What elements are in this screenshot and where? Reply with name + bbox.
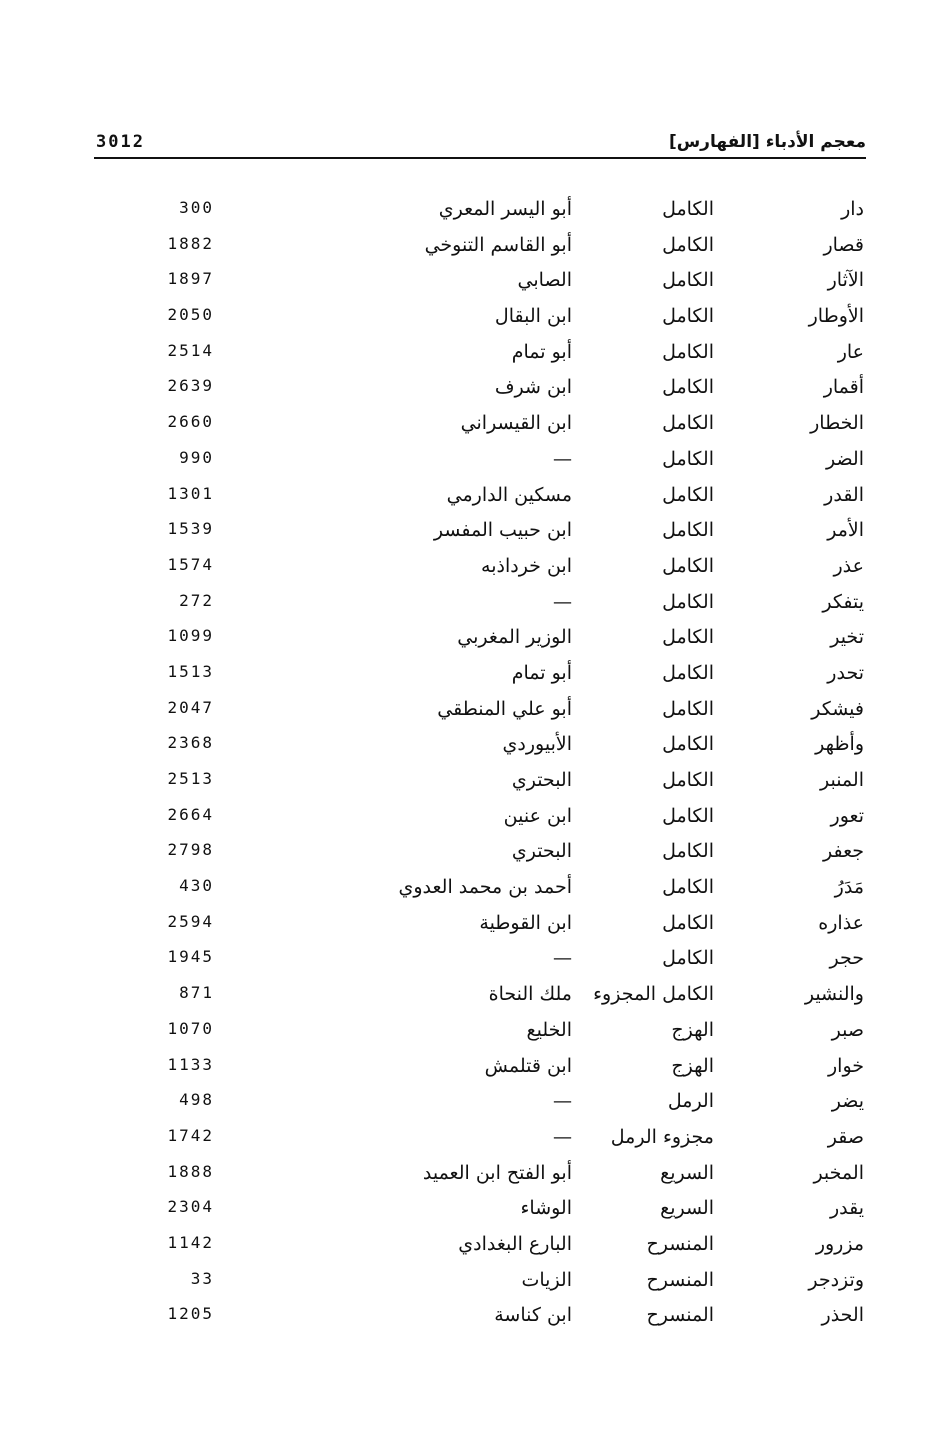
header-rule	[94, 157, 866, 159]
meter-cell: الكامل	[662, 733, 714, 756]
meter-cell: الكامل	[662, 876, 714, 899]
poet-cell: الوزير المغربي	[457, 626, 572, 649]
meter-cell: الكامل	[662, 519, 714, 542]
page-cell: 1099	[167, 626, 214, 646]
table-row	[0, 265, 932, 301]
rhyme-cell: الأمر	[827, 519, 864, 542]
meter-cell: الكامل	[662, 947, 714, 970]
table-row	[0, 836, 932, 872]
poet-cell: البارع البغدادي	[458, 1232, 572, 1255]
poet-cell: مسكين الدارمي	[446, 483, 572, 506]
rhyme-cell: الأوطار	[808, 305, 864, 328]
table-row	[0, 444, 932, 480]
poet-cell: الصابي	[517, 269, 572, 292]
meter-cell: الكامل	[662, 412, 714, 435]
index-table	[0, 194, 932, 1336]
page-cell: 1945	[167, 947, 214, 967]
table-row	[0, 480, 932, 516]
table-row	[0, 551, 932, 587]
poet-cell: ابن كناسة	[494, 1304, 572, 1327]
running-header	[96, 132, 866, 160]
meter-cell: الكامل	[662, 269, 714, 292]
rhyme-cell: المنبر	[819, 769, 864, 791]
page-cell: 300	[179, 198, 214, 217]
poet-cell: البحتري	[511, 769, 572, 791]
page-cell: 1888	[167, 1161, 214, 1181]
meter-cell: الكامل	[662, 626, 714, 649]
meter-cell: الكامل	[662, 661, 714, 684]
page-cell: 1205	[167, 1304, 214, 1324]
page-cell: 2514	[167, 340, 214, 360]
page-cell: 2368	[167, 733, 214, 753]
table-row	[0, 515, 932, 551]
table-row	[0, 1015, 932, 1051]
rhyme-cell: تعور	[830, 804, 864, 827]
meter-cell: الكامل	[662, 590, 714, 613]
table-row	[0, 372, 932, 408]
rhyme-cell: حجر	[829, 947, 864, 970]
table-row	[0, 943, 932, 979]
table-row	[0, 1229, 932, 1265]
page-cell: 2304	[167, 1197, 214, 1217]
meter-cell: الكامل	[662, 233, 714, 256]
poet-cell: البحتري	[511, 840, 572, 863]
page-cell: 2798	[167, 840, 214, 860]
page-cell: 2639	[167, 376, 214, 396]
poet-cell: ابن حبيب المفسر	[433, 519, 572, 542]
rhyme-cell: خوار	[827, 1054, 864, 1077]
page-cell: 2050	[167, 305, 214, 325]
rhyme-cell: مزرور	[815, 1232, 864, 1255]
meter-cell: الكامل	[662, 769, 714, 791]
rhyme-cell: تحدر	[827, 661, 864, 684]
rhyme-cell: والنشير	[804, 983, 864, 1006]
meter-cell: مجزوء الرمل	[610, 1125, 714, 1148]
page-cell: 2594	[167, 911, 214, 931]
table-row	[0, 765, 932, 801]
rhyme-cell: المخبر	[813, 1161, 864, 1184]
page-number: 3012	[96, 132, 145, 152]
meter-cell: الهزج	[671, 1054, 714, 1077]
table-row	[0, 301, 932, 337]
rhyme-cell: فيشكر	[811, 697, 864, 720]
page-cell: 1133	[167, 1054, 214, 1074]
page-cell: 1513	[167, 661, 214, 681]
poet-cell: أبو اليسر المعري	[438, 198, 572, 220]
poet-cell: ملك النحاة	[488, 983, 572, 1006]
table-row	[0, 1158, 932, 1194]
poet-cell: ابن خرداذبه	[481, 554, 572, 577]
rhyme-cell: القدر	[824, 483, 864, 506]
page-cell: 2664	[167, 804, 214, 824]
meter-cell: المنسرح	[646, 1232, 714, 1255]
poet-cell: أبو علي المنطقي	[437, 697, 572, 720]
rhyme-cell: وتزدجر	[808, 1268, 864, 1291]
table-row	[0, 694, 932, 730]
meter-cell: المنسرح	[646, 1304, 714, 1327]
meter-cell: السريع	[660, 1161, 714, 1184]
table-row	[0, 908, 932, 944]
rhyme-cell: يضر	[831, 1090, 864, 1113]
poet-cell: ابن شرف	[494, 376, 572, 399]
rhyme-cell: قصار	[823, 233, 864, 256]
page-cell: 2660	[167, 412, 214, 432]
table-row	[0, 337, 932, 373]
rhyme-cell: مَدَرُ	[834, 876, 864, 899]
meter-cell: الكامل	[662, 340, 714, 363]
poet-cell: الخليع	[526, 1018, 572, 1041]
page-cell: 1742	[167, 1125, 214, 1145]
table-row	[0, 801, 932, 837]
page-cell: 990	[179, 447, 214, 467]
table-row	[0, 194, 932, 230]
table-row	[0, 230, 932, 266]
poet-cell: أبو تمام	[511, 340, 572, 363]
page-cell: 1539	[167, 519, 214, 539]
meter-cell: الكامل	[662, 483, 714, 506]
table-row	[0, 1265, 932, 1301]
table-row	[0, 979, 932, 1015]
table-row	[0, 1051, 932, 1087]
table-row	[0, 1122, 932, 1158]
meter-cell: السريع	[660, 1197, 714, 1220]
poet-cell: ابن القيسراني	[460, 412, 572, 435]
rhyme-cell: عذر	[833, 554, 864, 577]
page-cell: 1301	[167, 483, 214, 503]
meter-cell: الكامل	[662, 697, 714, 720]
poet-cell: —	[553, 590, 572, 613]
rhyme-cell: الآثار	[827, 269, 864, 292]
page-cell: 2047	[167, 697, 214, 717]
page-cell: 1882	[167, 233, 214, 253]
meter-cell: الكامل	[662, 911, 714, 934]
meter-cell: الهزج	[671, 1018, 714, 1041]
poet-cell: —	[553, 1125, 572, 1148]
page-cell: 33	[190, 1268, 214, 1288]
meter-cell: الرمل	[667, 1090, 714, 1113]
meter-cell: الكامل	[662, 554, 714, 577]
page-cell: 2513	[167, 769, 214, 788]
poet-cell: أبو القاسم التنوخي	[424, 233, 572, 256]
page-cell: 1897	[167, 269, 214, 289]
meter-cell: المنسرح	[646, 1268, 714, 1291]
poet-cell: —	[553, 1090, 572, 1113]
poet-cell: —	[553, 947, 572, 970]
meter-cell: الكامل	[662, 198, 714, 220]
poet-cell: أبو تمام	[511, 661, 572, 684]
table-row	[0, 729, 932, 765]
book-title: معجم الأدباء [الفهارس]	[668, 132, 866, 152]
poet-cell: أحمد بن محمد العدوي	[398, 876, 572, 899]
poet-cell: ابن البقال	[494, 305, 572, 328]
table-row	[0, 622, 932, 658]
page-cell: 1142	[167, 1232, 214, 1252]
poet-cell: ابن قتلمش	[484, 1054, 572, 1077]
rhyme-cell: دار	[841, 198, 864, 220]
poet-cell: —	[553, 447, 572, 470]
page-cell: 498	[179, 1090, 214, 1110]
poet-cell: الأبيوردي	[502, 733, 572, 756]
rhyme-cell: أقمار	[823, 376, 864, 399]
meter-cell: الكامل	[662, 305, 714, 328]
poet-cell: ابن القوطية	[479, 911, 572, 934]
rhyme-cell: الضر	[825, 447, 864, 470]
table-row	[0, 658, 932, 694]
page-cell: 272	[179, 590, 214, 610]
meter-cell: الكامل	[662, 447, 714, 470]
meter-cell: الكامل المجزوء	[593, 983, 714, 1006]
meter-cell: الكامل	[662, 376, 714, 399]
poet-cell: الزيات	[521, 1268, 572, 1291]
rhyme-cell: صقر	[827, 1125, 864, 1148]
page-cell: 1574	[167, 554, 214, 574]
rhyme-cell: الخطار	[810, 412, 864, 435]
rhyme-cell: يقدر	[829, 1197, 864, 1220]
rhyme-cell: جعفر	[822, 840, 864, 863]
table-row	[0, 1086, 932, 1122]
table-row	[0, 408, 932, 444]
page-cell: 430	[179, 876, 214, 896]
rhyme-cell: يتفكر	[822, 590, 864, 613]
table-row	[0, 587, 932, 623]
table-row	[0, 1193, 932, 1229]
page-cell: 871	[179, 983, 214, 1003]
rhyme-cell: الحذر	[821, 1304, 864, 1327]
meter-cell: الكامل	[662, 840, 714, 863]
poet-cell: أبو الفتح ابن العميد	[422, 1161, 572, 1184]
poet-cell: ابن عنين	[503, 804, 572, 827]
table-row	[0, 1300, 932, 1336]
poet-cell: الوشاء	[520, 1197, 572, 1220]
rhyme-cell: صبر	[831, 1018, 864, 1041]
rhyme-cell: تخير	[830, 626, 864, 649]
rhyme-cell: عذاره	[818, 911, 864, 934]
meter-cell: الكامل	[662, 804, 714, 827]
table-row	[0, 872, 932, 908]
rhyme-cell: عار	[837, 340, 864, 363]
rhyme-cell: وأظهر	[815, 733, 864, 756]
page-cell: 1070	[167, 1018, 214, 1038]
